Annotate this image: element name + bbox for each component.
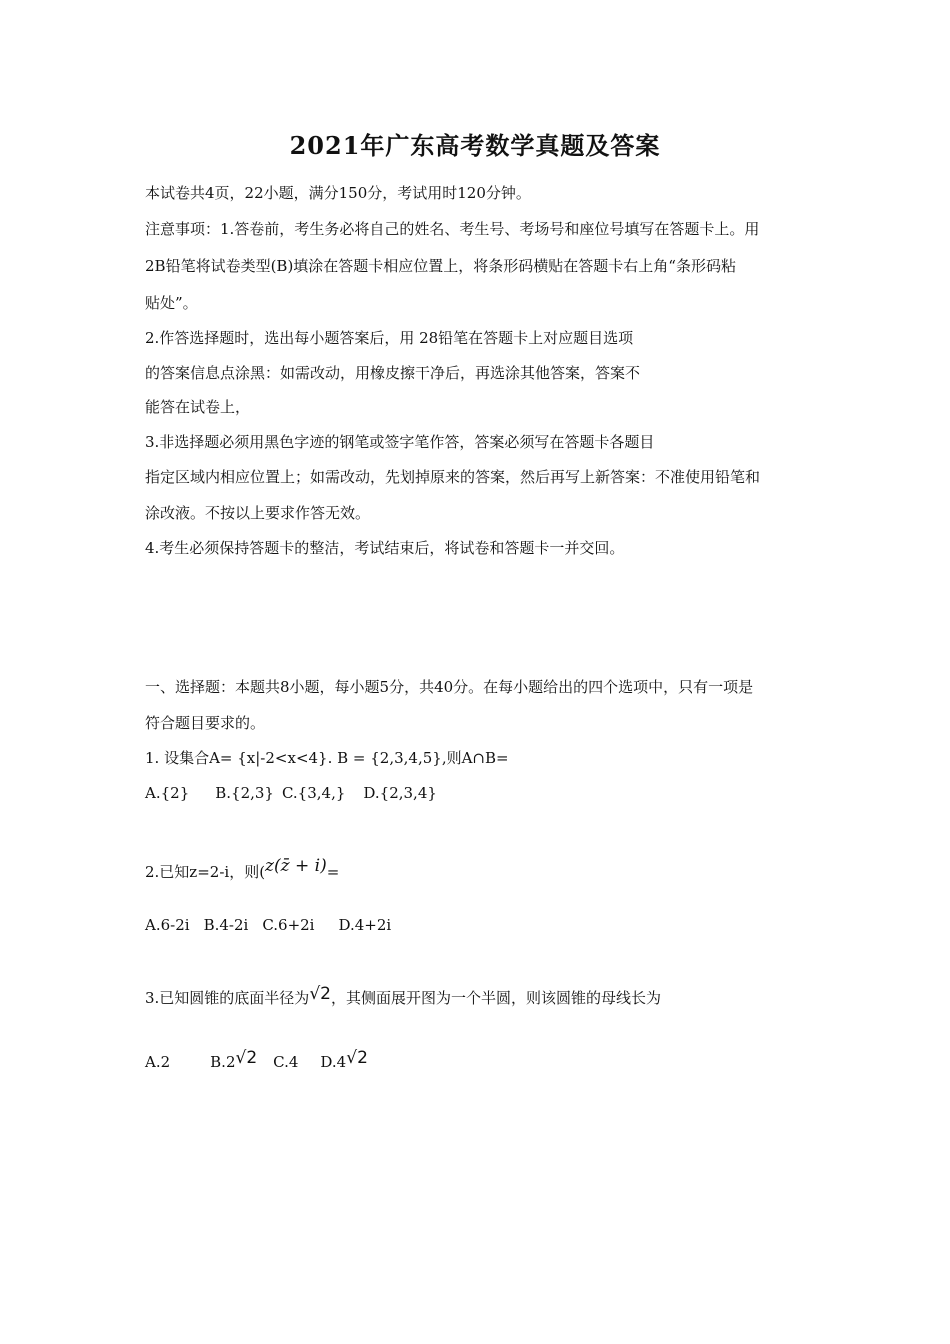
notice-4: 4.考生必须保持答题卡的整洁，考试结束后，将试卷和答题卡一并交回。 [145, 539, 625, 557]
q3-radical: √2 [309, 984, 331, 1004]
notice-1-line-3: 贴处”。 [145, 294, 198, 312]
notice-2-line-3: 能答在试卷上， [145, 398, 251, 416]
notice-3-line-1: 3.非选择题必须用黑色字迹的钢笔或签字笔作答，答案必须写在答题卡各题目 [145, 433, 655, 451]
section-1-heading-line-1: 一、选择题：本题共8小题，每小题5分，共40分。在每小题给出的四个选项中，只有一项是 [145, 678, 754, 696]
q2-option-b: B.4-2i [203, 916, 249, 934]
notice-3-line-3: 涂改液。不按以上要求作答无效。 [145, 504, 371, 522]
page-title: 2021年广东高考数学真题及答案 [289, 131, 661, 160]
q1-option-a: A.{2} [145, 784, 190, 802]
q3-option-d-radical: √2 [346, 1048, 368, 1068]
q2-option-a: A.6-2i [145, 916, 190, 934]
q2-option-d: D.4+2i [338, 916, 392, 934]
notice-3-line-2: 指定区域内相应位置上；如需改动，先划掉原来的答案，然后再写上新答案：不准使用铅笔和 [145, 468, 761, 486]
q3-option-b-prefix: B.2 [210, 1053, 236, 1071]
q3-stem-prefix: 3.已知圆锥的底面半径为 [145, 989, 310, 1007]
q2-stem-prefix: 2.已知z=2-i，则( [145, 863, 266, 881]
q3-option-c: C.4 [273, 1053, 299, 1071]
q2-option-c: C.6+2i [262, 916, 315, 934]
question-3-options [145, 1048, 368, 1072]
question-1-stem: 1. 设集合A= {x|-2<x<4}. B = {2,3,4,5},则A∩B= [145, 749, 509, 767]
question-1-options [145, 783, 437, 803]
question-2-options [145, 915, 391, 935]
question-3-stem [145, 984, 661, 1008]
q1-option-c: C.{3,4,} [281, 784, 346, 802]
notice-2-line-2: 的答案信息点涂黑：如需改动，用橡皮擦干净后，再选涂其他答案，答案不 [145, 364, 641, 382]
notice-1-line-2: 2B铅笔将试卷类型(B)填涂在答题卡相应位置上，将条形码横贴在答题卡右上角“条形码粘 [145, 257, 736, 275]
q2-stem-suffix: = [326, 863, 340, 881]
q3-stem-suffix: ，其侧面展开图为一个半圆，则该圆锥的母线长为 [330, 989, 661, 1007]
q1-option-d: D.{2,3,4} [363, 784, 437, 802]
exam-summary: 本试卷共4页，22小题，满分150分，考试用时120分钟。 [145, 184, 531, 202]
q3-option-b-radical: √2 [235, 1048, 258, 1068]
q1-option-b: B.{2,3} [215, 784, 274, 802]
q2-formula: z(z̄ + i) [265, 856, 327, 876]
section-1-heading-line-2: 符合题目要求的。 [145, 714, 266, 732]
notice-1-line-1: 注意事项：1.答卷前，考生务必将自己的姓名、考生号、考场号和座位号填写在答题卡上。用 [145, 220, 760, 238]
notice-2-line-1: 2.作答选择题时，选出每小题答案后，用 28铅笔在答题卡上对应题目选项 [145, 329, 634, 347]
question-2-stem [145, 856, 340, 882]
q3-option-d-prefix: D.4 [320, 1053, 347, 1071]
q3-option-a: A.2 [145, 1053, 171, 1071]
